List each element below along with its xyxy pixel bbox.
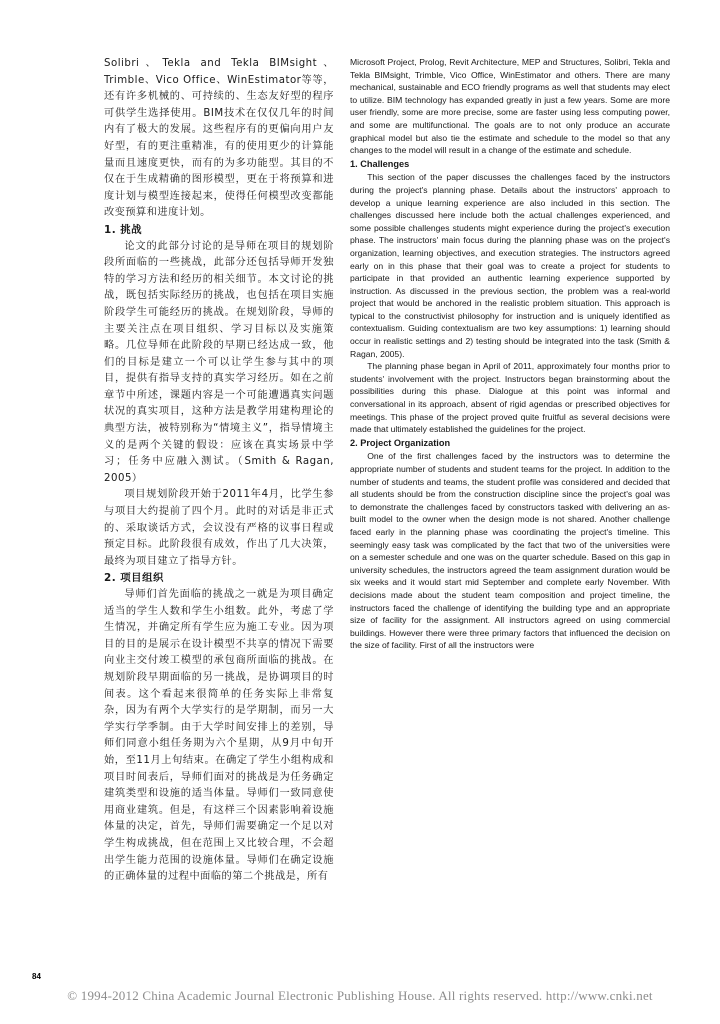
en-heading-challenges: 1. Challenges [350, 158, 410, 169]
page-number: 84 [32, 972, 41, 981]
copyright-footer: © 1994-2012 China Academic Journal Electronic Publishing House. All rights reserved. http://www.cnki.net [67, 988, 653, 1003]
en-paragraph-organization: One of the first challenges faced by the instructors was to determine the appropriate number of students and student teams for the project. In addition to the number of students and teams, the student profile was considered and decided that all students should be from the construction discipline since the project's goal was to demonstrate the challenges faced by constructors tasked with delivering an as-built model to the owner when the design mode is not shared. Another challenge faced early in the planning phase was coordinating the project's timeline. This seemingly easy task was complicated by the fact that two of the universities were on a semester schedule and one was on the quarter schedule. Based on this gap in university schedules, the instructors agreed the team assignment duration would be six weeks and it would start mid September and complete early November. With decisions made about the student team composition and project timeline, the instructors faced the challenge of identifying the building type and an appropriate size of facility for the assignment. All instructors agreed on using commercial buildings. However there were three primary factors that influenced the decision on the size of facility. First of all the instructors were [350, 451, 670, 651]
en-heading-organization: 2. Project Organization [350, 437, 451, 448]
cn-paragraph-intro: Solibri、Tekla and Tekla BIMsight、Trimble、Vico Office、WinEstimator等等，还有许多机械的、可持续的、生态友好型的程序可供学生选择使用。BIM技术在仅仅几年的时间内有了极大的发展。这些程序有的更偏向用户友好型，有的更注重精准，有的使用更少的计算能量而且速度更快，而有的为多功能型。其目的不仅在于生成精确的图形模型，更在于将预算和进度计划与模型连接起来，使得任何模型改变都能改变预算和进度计划。 [104, 58, 334, 219]
cn-paragraph-challenges: 论文的此部分讨论的是导师在项目的规划阶段所面临的一些挑战，此部分还包括导师开发独特的学习方法和经历的相关细节。本文讨论的挑战，既包括实际经历的挑战，也包括在项目实施阶段学生可能经历的挑战。在规划阶段，导师的主要关注点在项目组织、学习目标以及实施策略。几位导师在此阶段的早期已经达成一致，他们的目标是建立一个可以让学生参与其中的项目，提供有指导支持的真实学习经历。如在之前章节中所述，课题内容是一个可能遭遇真实问题状况的真实项目，这种方法是教学用建构理论的典型方法，被特别称为“情境主义”，指导情境主义的是两个关键的假设：应该在真实场景中学习；任务中应融入测试。（Smith & Ragan, 2005） [104, 240, 334, 484]
en-paragraph-challenges: This section of the paper discusses the challenges faced by the instructors during the project's planning phase. Details about the instructors' approach to develop a unique learning experience are also included in this section. The challenges discussed here include both the actual challenges experienced, and some possible challenges students might experience during the project's execution phase. The instructors' main focus during the planning phase was on the project's organization, learning objectives, and execution strategies. The instructors agreed early on in this phase that their goal was to create a project for students to participate in that provided an authentic learning experience supported by instruction. As discussed in the previous section, the problem was a real-world project that would be anchored in the realistic problem situation. This approach is typical to the constructivist philosophy for instruction and is uniquely identified as contextualism. Guiding contextualism are two key assumptions: 1) learning should occur in realistic settings and 2) testing should be integrated into the task (Smith & Ragan, 2005). [350, 172, 670, 359]
cn-heading-challenges: 1. 挑战 [104, 223, 143, 236]
cn-heading-organization: 2. 项目组织 [104, 572, 164, 585]
cn-paragraph-organization: 导师们首先面临的挑战之一就是为项目确定适当的学生人数和学生小组数。此外，考虑了学生情况，并确定所有学生应为施工专业。因为项目的目的是展示在设计模型不共享的情况下需要向业主交付竣工模型的承包商所面临的挑战。在规划阶段早期面临的另一挑战，是协调项目的时间表。这个看起来很简单的任务实际上非常复杂，因为有两个大学实行的是学期制，而另一大学实行学季制。由于大学时间安排上的差别，导师们同意小组任务期为六个星期，从9月中旬开始，至11月上旬结束。在确定了学生小组构成和项目时间表后，导师们面对的挑战是为任务确定建筑类型和设施的适当体量。导师们一致同意使用商业建筑。但是，有这样三个因素影响着设施体量的决定，首先，导师们需要确定一个足以对学生构成挑战，但在范围上又比较合理，不会超出学生能力范围的设施体量。导师们在确定设施的正确体量的过程中面临的第二个挑战是，所有 [104, 589, 334, 883]
english-column [350, 56, 670, 652]
en-paragraph-intro: Microsoft Project, Prolog, Revit Architecture, MEP and Structures, Solibri, Tekla and Tekla BIMsight, Trimble, Vico Office, WinEstimator and others. There are many mechanical, sustainable and ECO friendly programs as well that students may elect to utilize. BIM technology has expanded greatly in just a few years. Some are more user friendly, some are more precise, some are faster using less computing power, and some are multifunctional. The goals are to not only produce an accurate graphical model but also tie the estimate and schedule to the model so that any changes to the model will result in a change of the estimate and schedule. [350, 57, 670, 156]
chinese-column [104, 56, 334, 886]
en-paragraph-planning: The planning phase began in April of 2011, approximately four months prior to students' involvement with the project. Instructors began brainstorming about the possibilities during this phase. Dialogue at this point was informal and conversational in its approach, absent of rigid agendas or prescribed objectives for meetings. This phase of the project proved quite fruitful as several decisions were made that ultimately established the guidelines for the project. [350, 361, 670, 435]
cn-paragraph-planning: 项目规划阶段开始于2011年4月，比学生参与项目大约提前了四个月。此时的对话是非正式的、采取谈话方式，会议没有严格的议事日程或预定目标。此阶段很有成效，作出了几大决策，最终为项目建立了指导方针。 [104, 489, 334, 567]
